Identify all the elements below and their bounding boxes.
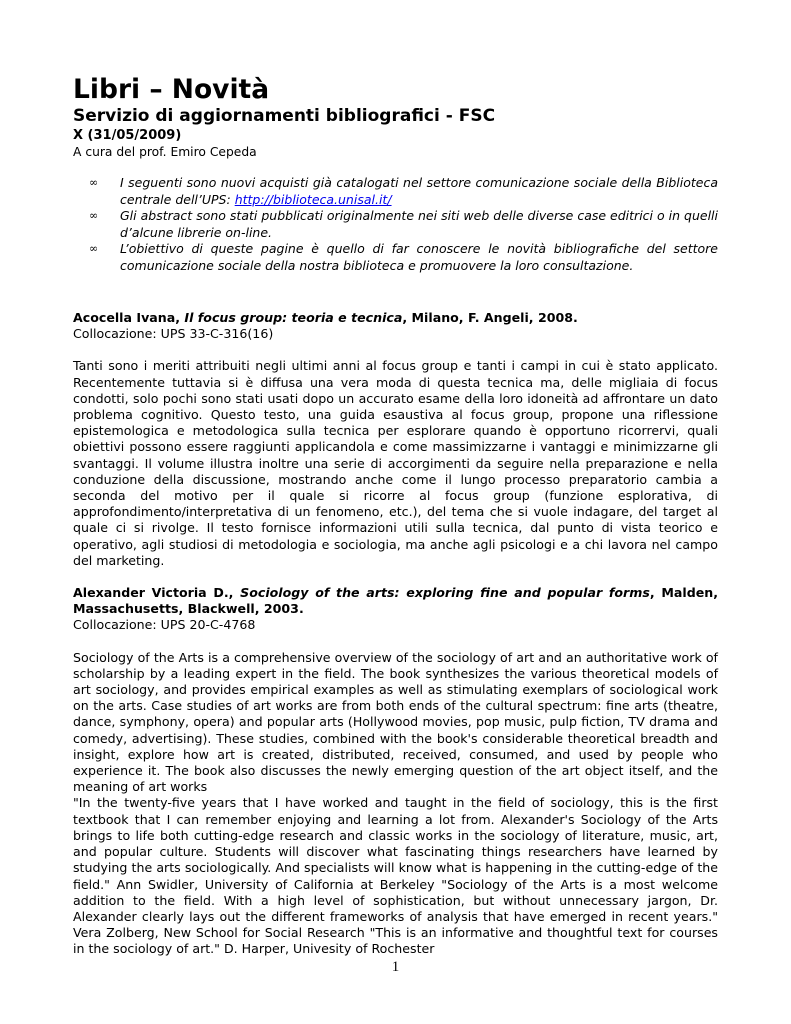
book-entry	[73, 585, 718, 957]
note-text: Gli abstract sono stati pubblicati originalmente nei siti web delle diverse case editrici o in quelli d’alcune librerie on-line.	[120, 208, 718, 240]
note-item	[89, 175, 718, 208]
page-number: 1	[391, 959, 400, 975]
book-title: Sociology of the arts: exploring fine and popular forms	[240, 585, 650, 601]
infinity-bullet-icon: ∞	[89, 209, 99, 222]
note-item	[89, 241, 718, 274]
abstract-paragraph: Tanti sono i meriti attribuiti negli ultimi anni al focus group e tanti i campi in cui è stato applicato. Recentemente tuttavia si è diffusa una vera moda di questa tecnica ma, delle migliaia di focus condotti, solo pochi sono stati usati dopo un accurato esame della loro idoneità ad affrontare un dato problema cognitivo. Questo testo, una guida esaustiva al focus group, propone una riflessione epistemologica e metodologica sulla tecnica per esplorare quando è opportuno ricorrervi, quali obiettivi possono essere raggiunti applicandola e come massimizzarne i vantaggi e minimizzarne gli svantaggi. Il volume illustra inoltre una serie di accorgimenti da seguire nella preparazione e nella conduzione della discussione, mostrando anche come il lungo processo preparatorio cambia a seconda del motivo per il quale si ricorre al focus group (funzione esplorativa, di approfondimento/interpretativa di un fenomeno, etc.), del tema che si vuole indagare, del target al quale ci si rivolge. Il testo fornisce informazioni utili sulla tecnica, dal punto di vista teorico e operativo, agli studiosi di metodologia e sociologia, ma anche agli psicologi e a chi lavora nel campo del marketing.	[73, 358, 718, 568]
book-collocazione: Collocazione: UPS 20-C-4768	[73, 617, 256, 633]
book-author: Alexander Victoria D.,	[73, 585, 241, 601]
book-citation	[73, 585, 718, 617]
note-item	[89, 208, 718, 241]
issue-number: X (31/05/2009)	[73, 128, 182, 143]
infinity-bullet-icon: ∞	[89, 176, 99, 189]
page-subtitle: Servizio di aggiornamenti bibliografici - FSC	[73, 106, 496, 126]
book-title: Il focus group: teoria e tecnica	[184, 310, 403, 325]
reviews-paragraph: "In the twenty-five years that I have worked and taught in the field of sociology, this is the first textbook that I can remember enjoying and learning a lot from. Alexander's Sociology of the Arts brings to life both cutting-edge research and classic works in the sociology of literature, music, art, and popular culture. Students will discover what fascinating things researchers have learned by studying the arts sociologically. And specialists will know what is happening in the cutting-edge of the field." Ann Swidler, University of California at Berkeley "Sociology of the Arts is a most welcome addition to the field. With a high level of sophistication, but without unnecessary jargon, Dr. Alexander clearly lays out the different frameworks of analysis that have emerged in recent years." Vera Zolberg, New School for Social Research "This is an informative and thoughtful text for courses in the sociology of art." D. Harper, Univesity of Rochester	[73, 795, 718, 957]
book-author: Acocella Ivana,	[73, 310, 185, 325]
book-abstract	[73, 358, 718, 569]
book-publication: , Milano, F. Angeli, 2008.	[402, 310, 578, 325]
page-title: Libri – Novità	[73, 74, 270, 105]
abstract-paragraph: Sociology of the Arts is a comprehensive overview of the sociology of art and an authoritative work of scholarship by a leading expert in the field. The book synthesizes the various theoretical models of art sociology, and provides empirical examples as well as stimulating exemplars of sociological work on the arts. Case studies of art works are from both ends of the cultural spectrum: fine arts (theatre, dance, symphony, opera) and popular arts (Hollywood movies, pop music, pulp fiction, TV drama and comedy, advertising). These studies, combined with the book's considerable theoretical breadth and insight, explore how art is created, distributed, received, consumed, and used by people who experience it. The book also discusses the newly emerging question of the art object itself, and the meaning of art works	[73, 649, 718, 795]
note-text: L’obiettivo di queste pagine è quello di far conoscere le novità bibliografiche del settore comunicazione sociale della nostra biblioteca e promuovere la loro consultazione.	[120, 241, 718, 273]
book-entry	[73, 310, 718, 569]
infinity-bullet-icon: ∞	[89, 242, 99, 255]
library-link[interactable]: http://biblioteca.unisal.it/	[234, 191, 392, 207]
curator-line: A cura del prof. Emiro Cepeda	[73, 145, 257, 159]
notes-list	[73, 175, 718, 274]
note-text: I seguenti sono nuovi acquisti già catalogati nel settore comunicazione sociale della Biblioteca centrale dell’UPS:	[120, 175, 718, 207]
book-publication: , Malden, Massachusetts, Blackwell, 2003.	[73, 585, 718, 617]
book-abstract	[73, 650, 718, 958]
page-content	[73, 74, 718, 958]
book-citation	[73, 310, 718, 326]
book-collocazione: Collocazione: UPS 33-C-316(16)	[73, 326, 274, 342]
